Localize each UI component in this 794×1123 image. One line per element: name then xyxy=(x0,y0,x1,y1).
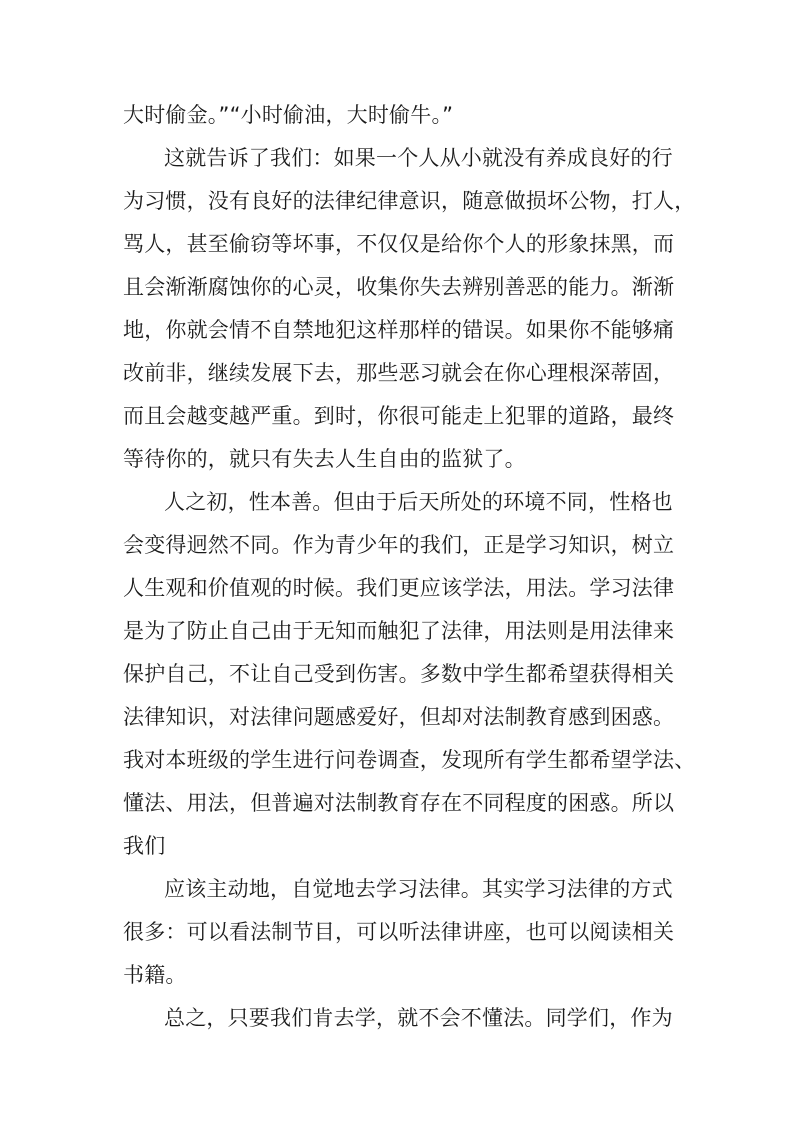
text-line: 地，你就会情不自禁地犯这样那样的错误。如果你不能够痛 xyxy=(123,318,675,342)
text-line: 书籍。 xyxy=(123,963,187,987)
text-line: 我们 xyxy=(123,834,166,858)
text-line: 法律知识，对法律问题感爱好，但却对法制教育感到困惑。 xyxy=(123,705,675,729)
text-line: 人生观和价值观的时候。我们更应该学法，用法。学习法律 xyxy=(123,576,675,600)
text-line: 懂法、用法，但普遍对法制教育存在不同程度的困惑。所以 xyxy=(123,791,675,815)
text-line: 是为了防止自己由于无知而触犯了法律，用法则是用法律来 xyxy=(123,619,675,643)
text-line: 而且会越变越严重。到时，你很可能走上犯罪的道路，最终 xyxy=(123,404,675,428)
text-line: 人之初，性本善。但由于后天所处的环境不同，性格也 xyxy=(164,490,673,514)
text-line: 等待你的，就只有失去人生自由的监狱了。 xyxy=(123,447,526,471)
text-line: 改前非，继续发展下去，那些恶习就会在你心理根深蒂固， xyxy=(123,361,675,385)
text-line: 总之，只要我们肯去学，就不会不懂法。同学们，作为 xyxy=(164,1006,673,1030)
text-line: 且会渐渐腐蚀你的心灵，收集你失去辨别善恶的能力。渐渐 xyxy=(123,275,675,299)
text-line: 很多：可以看法制节目，可以听法律讲座，也可以阅读相关 xyxy=(123,920,675,944)
text-line: 骂人，甚至偷窃等坏事，不仅仅是给你个人的形象抹黑，而 xyxy=(123,232,675,256)
text-line: 我对本班级的学生进行问卷调查，发现所有学生都希望学法、 xyxy=(123,748,696,772)
text-line: 保护自己，不让自己受到伤害。多数中学生都希望获得相关 xyxy=(123,662,675,686)
text-line: 这就告诉了我们：如果一个人从小就没有养成良好的行 xyxy=(164,146,673,170)
text-line: 应该主动地，自觉地去学习法律。其实学习法律的方式 xyxy=(164,877,673,901)
text-line: 大时偷金。”“小时偷油，大时偷牛。” xyxy=(123,103,454,127)
text-line: 为习惯，没有良好的法律纪律意识，随意做损坏公物，打人， xyxy=(123,189,696,213)
text-line: 会变得迥然不同。作为青少年的我们，正是学习知识，树立 xyxy=(123,533,675,557)
